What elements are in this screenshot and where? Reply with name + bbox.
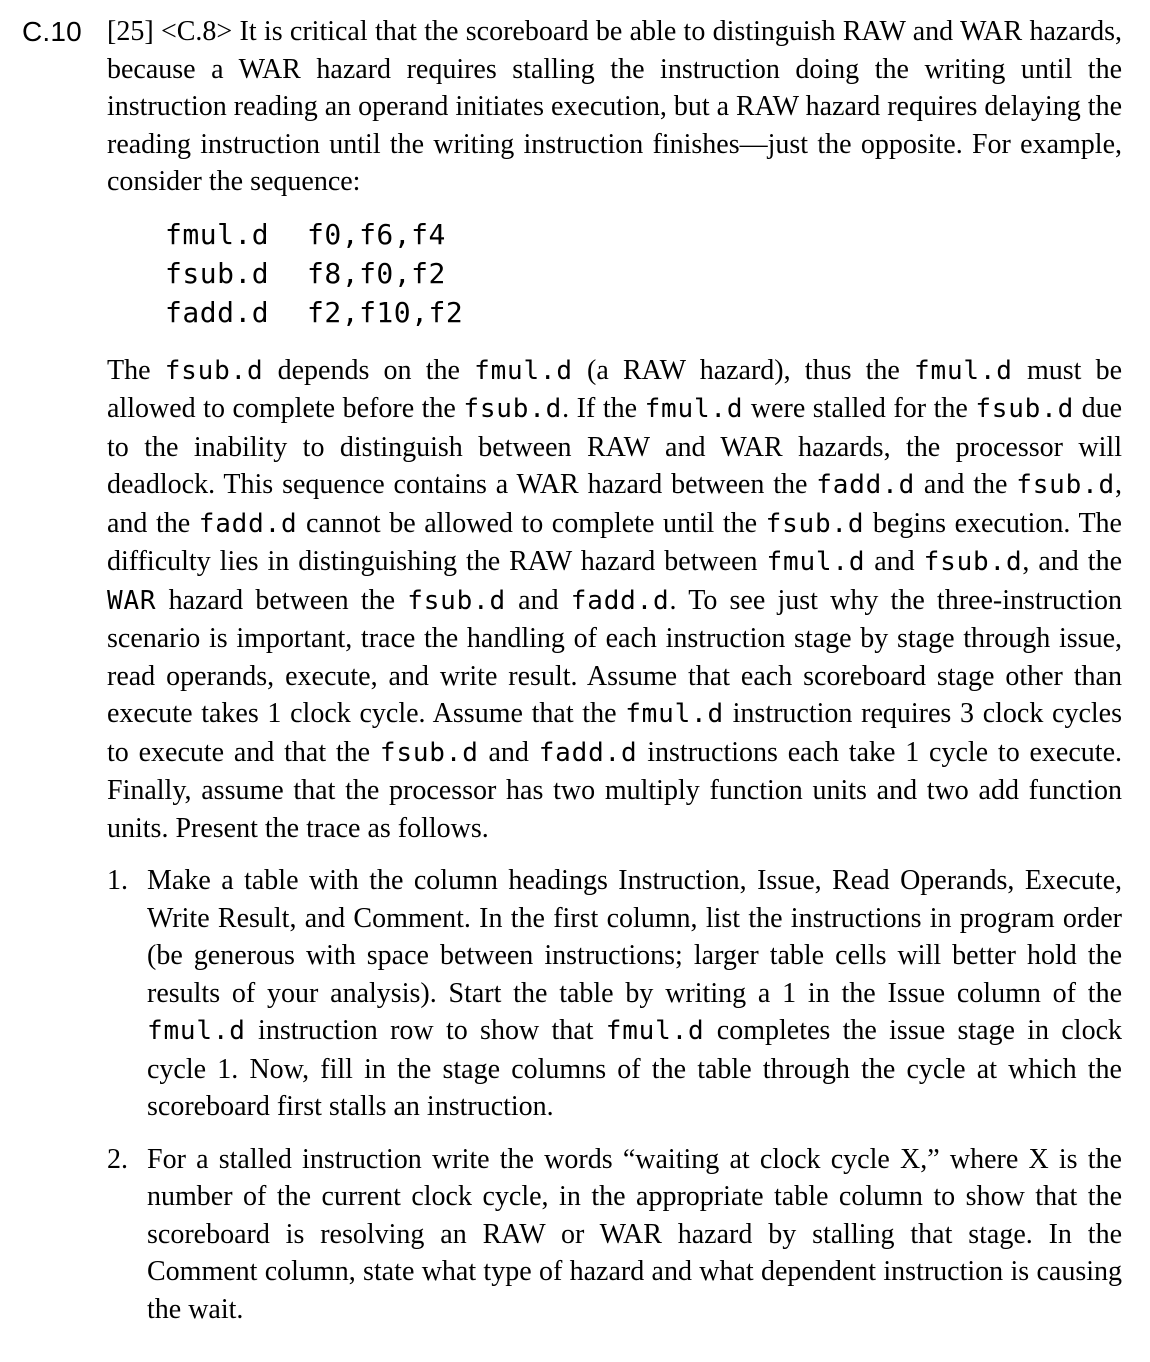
text-run: begins execution. The difficulty lies in distinguishing the RAW hazard between xyxy=(107,507,1122,577)
text-run: . To see just why the three-instruction scenario is important, trace the handling of each instruction stage by stage through issue, read operands, execute, and write result. Assume that each scoreboard stage other than execute takes 1 clock cycle. Assume that the xyxy=(107,584,1122,729)
inline-code: fsub.d xyxy=(975,394,1075,424)
inline-code: fmul.d xyxy=(644,394,744,424)
inline-code: fmul.d xyxy=(474,355,573,386)
text-run: For a stalled instruction write the words “waiting at clock cycle X,” where X is the number of the current clock cycle, in the appropriate table column to show that the scoreboard is resolving an RAW or WAR hazard by stalling that stage. In the Comment column, state what type of hazard and what dependent instruction is causing the wait. xyxy=(147,1143,1122,1325)
inline-code: fmul.d xyxy=(625,699,724,729)
text-run: . If the xyxy=(562,393,645,424)
list-item-2-text xyxy=(147,1144,1122,1325)
text-run: , and the xyxy=(107,469,1122,539)
inline-code: fmul.d xyxy=(914,355,1013,386)
inline-code: fmul.d xyxy=(766,547,866,577)
list-item-1 xyxy=(107,862,1122,1126)
code-line xyxy=(165,215,1122,254)
exercise-body xyxy=(107,13,1122,1328)
text-run: were stalled for the xyxy=(743,393,976,424)
inline-code: fsub.d xyxy=(164,355,264,386)
code-operands: f2,f10,f2 xyxy=(307,295,464,329)
list-item-1-text xyxy=(147,865,1122,1122)
inline-code: fadd.d xyxy=(198,508,298,539)
inline-code: fsub.d xyxy=(1016,470,1115,500)
text-run: The xyxy=(107,354,165,386)
text-run: and xyxy=(478,736,539,768)
exercise-c10 xyxy=(22,13,1122,1328)
inline-code: fsub.d xyxy=(923,547,1023,577)
discussion-paragraph xyxy=(107,352,1122,848)
code-mnemonic: fmul.d xyxy=(165,217,270,251)
text-run: due to the inability to distinguish between RAW and WAR hazards, the processor will deadlock. This sequence contains a WAR hazard between the xyxy=(107,393,1123,500)
exercise-number: C.10 xyxy=(22,16,82,47)
text-run: and xyxy=(865,546,924,577)
inline-code: fmul.d xyxy=(605,1016,705,1046)
inline-code: fsub.d xyxy=(463,394,563,424)
instruction-list xyxy=(107,862,1122,1328)
text-run: and the xyxy=(915,469,1017,500)
code-operands: f8,f0,f2 xyxy=(307,256,446,290)
code-block xyxy=(165,215,1122,332)
text-run: completes the issue stage in clock cycle 1. Now, fill in the stage columns of the table through the cycle at which the scoreboard first stalls an instruction. xyxy=(147,1015,1122,1122)
text-run: and xyxy=(505,584,571,616)
list-item-1-number: 1. xyxy=(107,865,128,896)
inline-code: fsub.d xyxy=(765,508,865,539)
code-mnemonic: fsub.d xyxy=(165,256,270,290)
code-operands: f0,f6,f4 xyxy=(307,217,446,251)
code-line xyxy=(165,254,1122,293)
list-item-2-number: 2. xyxy=(107,1143,128,1175)
text-run: depends on the xyxy=(263,354,475,386)
code-mnemonic: fadd.d xyxy=(165,295,270,329)
text-run: Make a table with the column headings Instruction, Issue, Read Operands, Execute, Write Result, and Comment. In the first column, list the instructions in program order (be generous with space between instructions; larger table cells will better hold the results of your analysis). Start the table by writing a 1 in the Issue column of the xyxy=(147,865,1122,1009)
text-run: (a RAW hazard), thus the xyxy=(572,354,915,386)
inline-code: fadd.d xyxy=(570,585,670,616)
text-run: instruction requires 3 clock cycles to execute and that the xyxy=(107,698,1123,768)
inline-code: fsub.d xyxy=(379,737,479,768)
inline-code: fmul.d xyxy=(147,1016,246,1046)
text-run: hazard between the xyxy=(156,584,408,616)
list-item-2 xyxy=(107,1141,1122,1329)
code-line xyxy=(165,293,1122,332)
inline-code: fadd.d xyxy=(538,737,638,768)
text-run: , and the xyxy=(1022,546,1122,577)
intro-paragraph xyxy=(107,13,1122,201)
inline-code: fsub.d xyxy=(407,585,506,616)
text-run: [25] <C.8> It is critical that the scoreboard be able to distinguish RAW and WAR hazards, because a WAR hazard requires stalling the instruction doing the writing until the instruction reading an operand initiates execution, but a RAW hazard requires delaying the reading instruction until the writing instruction finishes—just the opposite. For example, consider the sequence: xyxy=(107,16,1123,197)
text-run: must be allowed to complete before the xyxy=(107,354,1122,424)
text-run: cannot be allowed to complete until the xyxy=(297,507,766,539)
inline-code: fadd.d xyxy=(816,470,916,500)
text-run: instructions each take 1 cycle to execute. Finally, assume that the processor has two multiply function units and two add function units. Present the trace as follows. xyxy=(107,736,1122,844)
text-run: instruction row to show that xyxy=(245,1015,606,1046)
inline-code: WAR xyxy=(107,585,157,616)
